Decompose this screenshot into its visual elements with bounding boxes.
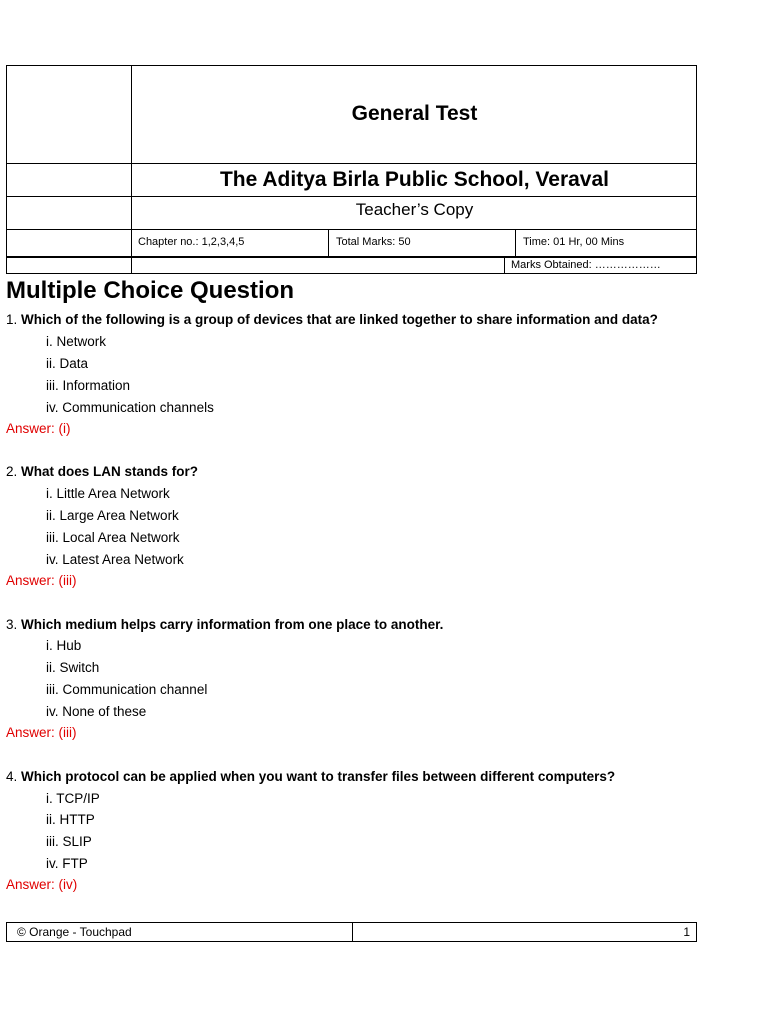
option-item: ii. Switch: [46, 660, 100, 675]
question-text: [6, 617, 443, 632]
school-name: The Aditya Birla Public School, Veraval: [219, 168, 609, 191]
option-item: i. Little Area Network: [46, 486, 170, 501]
time-info: Time: 01 Hr, 00 Mins: [523, 236, 625, 248]
option-item: i. Hub: [46, 638, 82, 653]
answer-text: Answer: (iii): [6, 725, 77, 740]
footer-divider: [352, 923, 353, 941]
question-number: 3.: [6, 617, 18, 632]
marks-obtained: Marks Obtained: ………………: [511, 259, 661, 271]
question-prompt: Which of the following is a group of devices that are linked together to share information and data?: [21, 312, 658, 327]
question-prompt: What does LAN stands for?: [21, 464, 199, 479]
chapter-info: Chapter no.: 1,2,3,4,5: [138, 236, 245, 248]
option-item: iv. Latest Area Network: [46, 552, 184, 567]
question-prompt: Which medium helps carry information from one place to another.: [21, 617, 444, 632]
answer-text: Answer: (iii): [6, 573, 77, 588]
answer-text: Answer: (iv): [6, 877, 78, 892]
test-title: General Test: [351, 102, 478, 125]
question-number: 4.: [6, 769, 18, 784]
option-item: iv. None of these: [46, 704, 147, 719]
option-item: iii. Communication channel: [46, 682, 208, 697]
header-line: [6, 196, 697, 197]
header-cell-divider: [328, 229, 329, 257]
option-item: iv. FTP: [46, 856, 88, 871]
header-cell-divider: [504, 257, 505, 274]
option-item: ii. Large Area Network: [46, 508, 179, 523]
question-prompt: Which protocol can be applied when you want to transfer files between different computers?: [21, 769, 616, 784]
option-item: i. TCP/IP: [46, 791, 100, 806]
option-item: ii. HTTP: [46, 812, 95, 827]
question-text: [6, 769, 615, 784]
header-cell-divider: [515, 229, 516, 257]
option-item: iv. Communication channels: [46, 400, 214, 415]
option-item: iii. Information: [46, 378, 131, 393]
question-number: 1.: [6, 312, 18, 327]
header-line: [6, 163, 697, 164]
option-item: ii. Data: [46, 356, 89, 371]
option-item: iii. SLIP: [46, 834, 92, 849]
question-text: [6, 464, 198, 479]
option-item: iii. Local Area Network: [46, 530, 180, 545]
page-number: 1: [683, 925, 690, 939]
section-heading: Multiple Choice Question: [6, 277, 295, 304]
answer-text: Answer: (i): [6, 421, 71, 436]
header-line: [6, 256, 697, 258]
question-number: 2.: [6, 464, 18, 479]
total-marks: Total Marks: 50: [336, 236, 411, 248]
option-item: i. Network: [46, 334, 107, 349]
copy-label: Teacher’s Copy: [355, 200, 474, 219]
question-text: [6, 312, 658, 327]
footer-table: [6, 922, 697, 942]
header-line: [6, 229, 697, 230]
footer-copyright: © Orange - Touchpad: [17, 925, 132, 939]
